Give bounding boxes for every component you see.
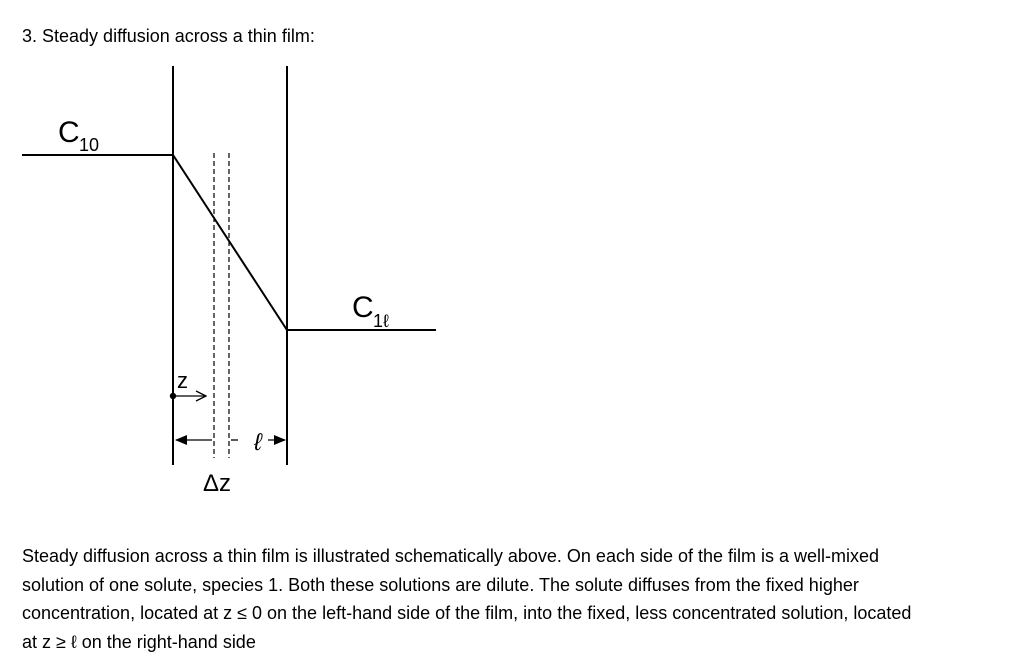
description-paragraph: Steady diffusion across a thin film is illustrated schematically above. On each side of the film is a well-mixed solution of one solute, species 1. Both these solutions are dilute. The solute diffuses from the fixed higher concentration, located at z ≤ 0 on the left-hand side of the film, into the fixed, less concentrated solution, located at z ≥ ℓ on the right-hand side: [22, 546, 912, 652]
left-concentration-subscript: 10: [79, 135, 100, 155]
problem-heading: 3. Steady diffusion across a thin film:: [22, 26, 315, 46]
thickness-label: ℓ: [254, 429, 262, 456]
right-concentration-label: C: [352, 291, 374, 324]
right-concentration-subscript: 1ℓ: [373, 311, 389, 331]
delta-z-label: Δz: [203, 470, 232, 497]
left-concentration-label: C: [58, 116, 80, 149]
z-axis-label: z: [177, 368, 188, 393]
